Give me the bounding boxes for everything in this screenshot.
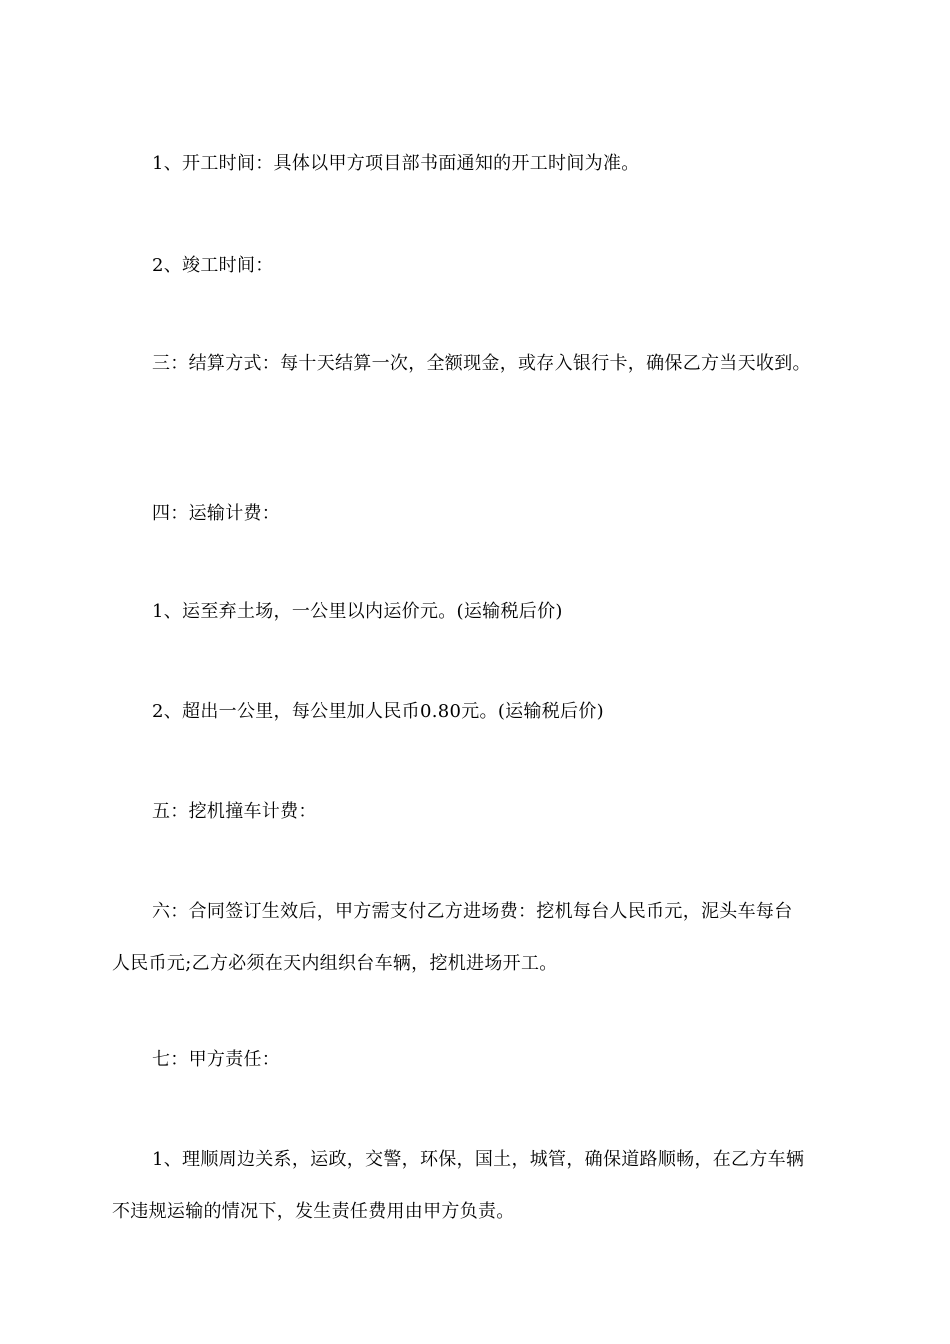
paragraph-fee-within-km: [112, 586, 842, 638]
heading-transport-fee: [112, 488, 842, 540]
heading-party-a-duties: [112, 1034, 842, 1086]
paragraph-line: 七：甲方责任：: [152, 1049, 281, 1070]
heading-excavator-fee: [112, 786, 842, 838]
paragraph-line: 四：运输计费：: [152, 503, 281, 524]
paragraph-line: 1、运至弃土场，一公里以内运价元。(运输税后价): [152, 601, 563, 622]
paragraph-line: 人民币元;乙方必须在天内组织台车辆，挖机进场开工。: [112, 953, 558, 974]
paragraph-start-time: [112, 138, 842, 190]
paragraph-completion-time: [112, 240, 842, 292]
paragraph-line: 2、竣工时间：: [152, 255, 274, 276]
paragraph-line: 不违规运输的情况下，发生责任费用由甲方负责。: [112, 1201, 515, 1222]
paragraph-line: 三：结算方式：每十天结算一次，全额现金，或存入银行卡，确保乙方当天收到。: [152, 353, 811, 374]
paragraph-line: 1、理顺周边关系，运政，交警，环保，国土，城管，确保道路顺畅，在乙方车辆: [152, 1149, 805, 1170]
paragraph-line: 五：挖机撞车计费：: [152, 801, 317, 822]
paragraph-line: 六：合同签订生效后，甲方需支付乙方进场费：挖机每台人民币元，泥头车每台: [152, 901, 793, 922]
paragraph-settlement: [112, 338, 842, 390]
paragraph-line: 2、超出一公里，每公里加人民币0.80元。(运输税后价): [152, 701, 604, 722]
paragraph-party-a-duty-1: [112, 1134, 842, 1238]
paragraph-line: 1、开工时间：具体以甲方项目部书面通知的开工时间为准。: [152, 153, 640, 174]
paragraph-entry-fee: [112, 886, 842, 990]
paragraph-fee-over-km: [112, 686, 842, 738]
